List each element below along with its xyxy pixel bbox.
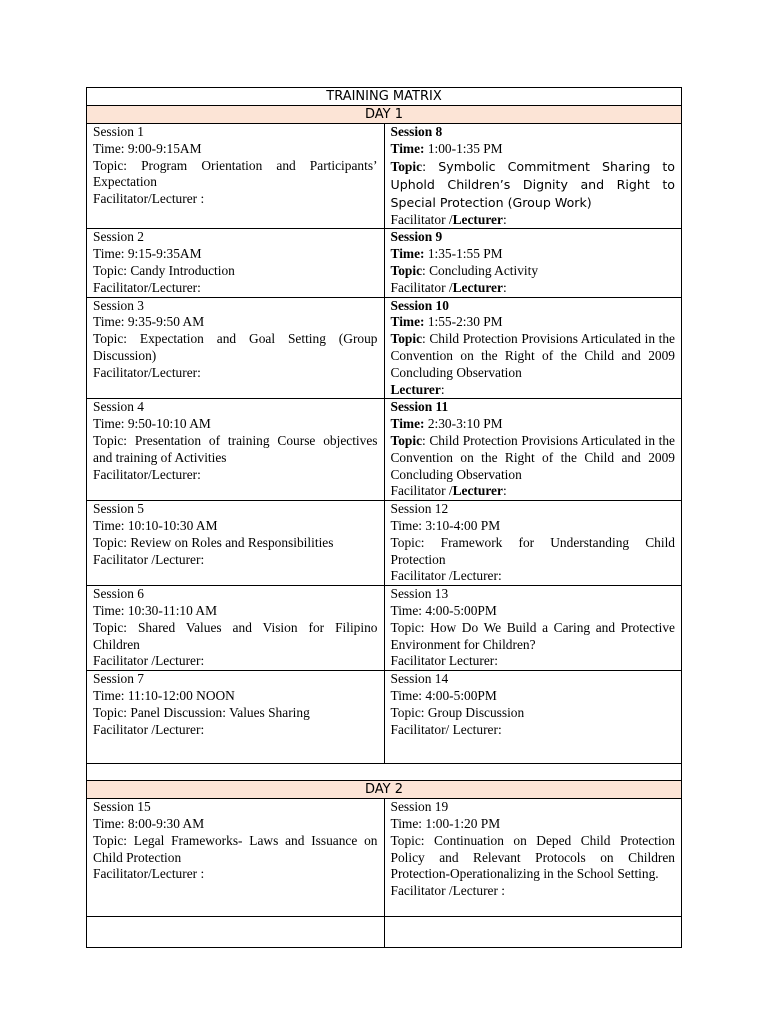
- empty-cell-right: [384, 917, 682, 948]
- session-topic: Topic: Child Protection Provisions Articulated in the Convention on the Right of the Child and 2009 Concluding Observation: [390, 432, 675, 482]
- session-title: Session 9: [390, 229, 443, 245]
- session-3-cell: [87, 297, 385, 399]
- session-time: Time: 9:50-10:10 AM: [93, 416, 211, 432]
- session-title: Session 12: [390, 501, 449, 517]
- session-time: Time: 4:00-5:00PM: [390, 602, 497, 618]
- session-title: Session 11: [390, 399, 449, 415]
- session-topic: Topic: Concluding Activity: [390, 262, 539, 278]
- session-facilitator: Facilitator/Lecturer :: [93, 191, 205, 207]
- session-7-cell: [87, 671, 385, 764]
- session-8-cell: [384, 124, 682, 229]
- session-facilitator: Facilitator /Lecturer :: [390, 883, 506, 899]
- session-time: Time: 1:55-2:30 PM: [390, 314, 503, 330]
- session-time: Time: 1:00-1:35 PM: [390, 140, 503, 156]
- session-title: Session 10: [390, 297, 449, 313]
- session-facilitator: Facilitator /Lecturer:: [93, 721, 205, 737]
- session-facilitator: Facilitator /Lecturer:: [390, 279, 507, 295]
- training-matrix-table: [86, 87, 682, 948]
- session-time: Time: 1:00-1:20 PM: [390, 815, 501, 831]
- session-11-cell: [384, 399, 682, 501]
- session-topic: Topic: Program Orientation and Participants’ Expectation: [93, 157, 378, 190]
- session-title: Session 7: [93, 671, 144, 687]
- day1-header: DAY 1: [87, 106, 682, 124]
- session-9-cell: [384, 229, 682, 297]
- session-15-cell: [87, 799, 385, 917]
- session-title: Session 19: [390, 799, 449, 815]
- session-12-cell: [384, 501, 682, 586]
- matrix-title: TRAINING MATRIX: [87, 88, 682, 106]
- session-4-cell: [87, 399, 385, 501]
- session-time: Time: 3:10-4:00 PM: [390, 517, 501, 533]
- session-facilitator: Facilitator /Lecturer:: [390, 211, 507, 227]
- session-2-cell: [87, 229, 385, 297]
- session-title: Session 15: [93, 799, 151, 815]
- session-facilitator: Facilitator/Lecturer:: [93, 364, 201, 380]
- session-time: Time: 2:30-3:10 PM: [390, 416, 503, 432]
- session-topic: Topic: Symbolic Commitment Sharing to Uphold Children’s Dignity and Right to Special Protection (Group Work): [390, 158, 675, 210]
- session-title: Session 13: [390, 586, 449, 602]
- session-topic: Topic: Child Protection Provisions Articulated in the Convention on the Right of the Child and 2009 Concluding Observation: [390, 331, 675, 380]
- session-topic: Topic: Panel Discussion: Values Sharing: [93, 704, 310, 720]
- session-14-cell: [384, 671, 682, 764]
- session-lecturer: Lecturer:: [390, 381, 445, 397]
- session-time: Time: 4:00-5:00PM: [390, 687, 497, 703]
- session-time: Time: 9:15-9:35AM: [93, 246, 202, 262]
- session-time: Time: 10:10-10:30 AM: [93, 517, 218, 533]
- session-time: Time: 8:00-9:30 AM: [93, 815, 205, 831]
- session-facilitator: Facilitator/Lecturer:: [93, 279, 201, 295]
- session-time: Time: 9:00-9:15AM: [93, 140, 202, 156]
- session-facilitator: Facilitator/Lecturer:: [93, 466, 201, 482]
- session-time: Time: 10:30-11:10 AM: [93, 602, 218, 618]
- session-facilitator: Facilitator /Lecturer:: [93, 551, 205, 567]
- session-facilitator: Facilitator Lecturer:: [390, 653, 498, 669]
- session-title: Session 1: [93, 124, 144, 139]
- empty-cell-left: [87, 917, 385, 948]
- session-10-cell: [384, 297, 682, 399]
- session-topic: Topic: Expectation and Goal Setting (Group Discussion): [93, 331, 378, 363]
- session-topic: Topic: How Do We Build a Caring and Protective Environment for Children?: [390, 619, 675, 652]
- session-topic: Topic: Presentation of training Course objectives and training of Activities: [93, 432, 378, 465]
- session-6-cell: [87, 586, 385, 671]
- session-time: Time: 1:35-1:55 PM: [390, 246, 503, 262]
- session-title: Session 14: [390, 671, 449, 687]
- session-topic: Topic: Legal Frameworks- Laws and Issuance on Child Protection: [93, 832, 378, 865]
- session-topic: Topic: Candy Introduction: [93, 262, 235, 278]
- day2-header: DAY 2: [87, 781, 682, 799]
- session-title: Session 3: [93, 297, 144, 313]
- session-title: Session 5: [93, 501, 144, 517]
- session-topic: Topic: Framework for Understanding Child Protection: [390, 534, 675, 567]
- session-facilitator: Facilitator /Lecturer:: [93, 653, 205, 669]
- session-time: Time: 11:10-12:00 NOON: [93, 687, 235, 703]
- session-facilitator: Facilitator /Lecturer:: [390, 483, 507, 499]
- session-topic: Topic: Review on Roles and Responsibilities: [93, 534, 334, 550]
- session-5-cell: [87, 501, 385, 586]
- session-time: Time: 9:35-9:50 AM: [93, 314, 205, 330]
- spacer-row: [87, 764, 682, 781]
- session-title: Session 4: [93, 399, 144, 415]
- session-facilitator: Facilitator /Lecturer:: [390, 568, 502, 584]
- session-topic: Topic: Shared Values and Vision for Filipino Children: [93, 619, 378, 652]
- session-facilitator: Facilitator/ Lecturer:: [390, 721, 502, 737]
- session-1-cell: [87, 124, 385, 229]
- session-facilitator: Facilitator/Lecturer :: [93, 866, 205, 882]
- session-19-cell: [384, 799, 682, 917]
- session-13-cell: [384, 586, 682, 671]
- session-topic: Topic: Group Discussion: [390, 704, 525, 720]
- session-title: Session 2: [93, 229, 144, 245]
- session-topic: Topic: Continuation on Deped Child Protection Policy and Relevant Protocols on Children Protection-Operationalizing in the School Setting.: [390, 832, 675, 882]
- session-title: Session 6: [93, 586, 144, 602]
- session-title: Session 8: [390, 124, 443, 139]
